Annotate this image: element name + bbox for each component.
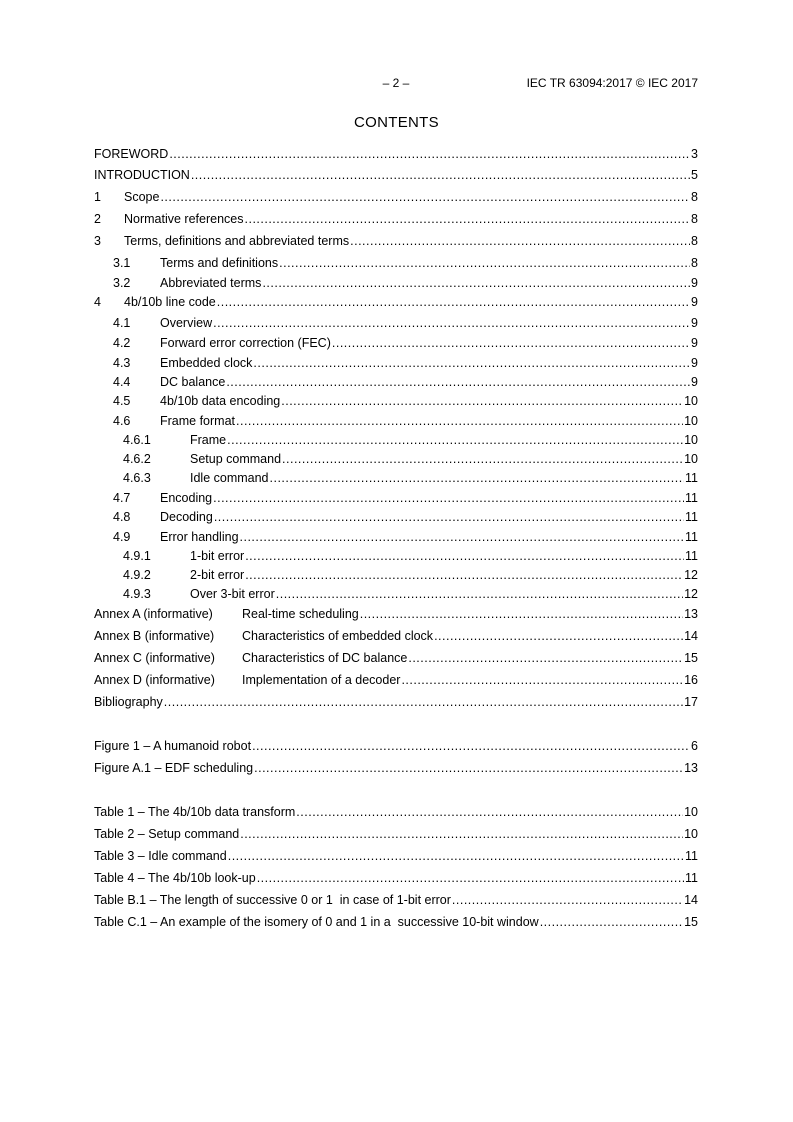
toc-entry-normative-references[interactable] — [94, 211, 698, 227]
toc-entry-annex-b[interactable] — [94, 628, 698, 644]
table-label: Table 3 – Idle command — [94, 849, 227, 863]
toc-label: Bibliography — [94, 695, 163, 709]
toc-label: 4b/10b data encoding — [160, 394, 281, 408]
table-label: Table 4 – The 4b/10b look-up — [94, 871, 256, 885]
toc-label: Frame format — [160, 414, 236, 428]
toc-label: Decoding — [160, 510, 213, 524]
table-entry-4[interactable] — [94, 870, 698, 886]
toc-page: 8 — [691, 212, 698, 226]
figure-entry-a1[interactable] — [94, 760, 698, 776]
toc-label: 2-bit error — [190, 568, 245, 582]
toc-entry-foreword[interactable] — [94, 146, 698, 162]
toc-label: Terms and definitions — [160, 256, 279, 270]
figure-label: Figure A.1 – EDF scheduling — [94, 761, 254, 775]
toc-number: Annex C (informative) — [94, 651, 215, 665]
toc-page: 9 — [691, 295, 698, 309]
toc-entry-1bit-error[interactable] — [123, 548, 698, 564]
toc-label: Frame — [190, 433, 227, 447]
toc-number: 1 — [94, 190, 101, 204]
toc-entry-encoding[interactable] — [113, 490, 698, 506]
toc-entry-terms[interactable] — [94, 233, 698, 249]
toc-page: 14 — [684, 629, 698, 643]
toc-entry-line-code[interactable] — [94, 294, 698, 310]
toc-label: Characteristics of embedded clock — [242, 629, 434, 643]
toc-page: 8 — [691, 190, 698, 204]
toc-page: 8 — [691, 256, 698, 270]
toc-page: 13 — [684, 607, 698, 621]
toc-entry-setup-command[interactable] — [123, 451, 698, 467]
toc-page: 10 — [684, 414, 698, 428]
toc-entry-annex-d[interactable] — [94, 672, 698, 688]
toc-number: 4.6.3 — [123, 471, 151, 485]
toc-number: Annex D (informative) — [94, 673, 215, 687]
toc-number: 4.7 — [113, 491, 131, 505]
toc-page: 10 — [684, 394, 698, 408]
toc-label: Over 3-bit error — [190, 587, 275, 601]
toc-entry-embedded-clock[interactable] — [113, 355, 698, 371]
toc-number: 4.6 — [113, 414, 131, 428]
toc-number: 4.1 — [113, 316, 131, 330]
toc-entry-frame[interactable] — [123, 432, 698, 448]
table-label: Table B.1 – The length of successive 0 or 1 in case of 1-bit error — [94, 893, 451, 907]
toc-label: Real-time scheduling — [242, 607, 359, 621]
toc-page: 17 — [684, 695, 698, 709]
toc-page: 11 — [685, 549, 698, 563]
table-label: Table 2 – Setup command — [94, 827, 240, 841]
toc-label: Encoding — [160, 491, 213, 505]
toc-number: 3.2 — [113, 276, 131, 290]
toc-number: 4.6.2 — [123, 452, 151, 466]
table-entry-c1[interactable] — [94, 914, 698, 930]
table-entry-3[interactable] — [94, 848, 698, 864]
toc-page: 8 — [691, 234, 698, 248]
toc-entry-2bit-error[interactable] — [123, 567, 698, 583]
toc-entry-data-encoding[interactable] — [113, 393, 698, 409]
table-entry-2[interactable] — [94, 826, 698, 842]
table-entry-b1[interactable] — [94, 892, 698, 908]
toc-entry-frame-format[interactable] — [113, 413, 698, 429]
toc-label: INTRODUCTION — [94, 168, 190, 182]
toc-number: 4.9.2 — [123, 568, 151, 582]
toc-number: 4.2 — [113, 336, 131, 350]
toc-page: 9 — [691, 356, 698, 370]
table-page: 11 — [685, 871, 698, 885]
toc-page: 3 — [691, 147, 698, 161]
toc-page: 9 — [691, 375, 698, 389]
toc-entry-annex-c[interactable] — [94, 650, 698, 666]
toc-label: Idle command — [190, 471, 269, 485]
toc-page: 9 — [691, 316, 698, 330]
toc-entry-fec[interactable] — [113, 335, 698, 351]
toc-label: Forward error correction (FEC) — [160, 336, 331, 350]
page-header — [0, 76, 793, 92]
page-number: – 2 – — [382, 76, 410, 90]
figure-page: 13 — [684, 761, 698, 775]
toc-entry-idle-command[interactable] — [123, 470, 698, 486]
table-page: 10 — [684, 805, 698, 819]
toc-label: FOREWORD — [94, 147, 169, 161]
toc-page: 15 — [684, 651, 698, 665]
toc-label: Embedded clock — [160, 356, 253, 370]
toc-number: Annex B (informative) — [94, 629, 215, 643]
toc-page: 12 — [684, 568, 698, 582]
figure-entry-1[interactable] — [94, 738, 698, 754]
toc-number: 4.9.1 — [123, 549, 151, 563]
toc-label: Error handling — [160, 530, 239, 544]
toc-page: 10 — [684, 433, 698, 447]
toc-entry-terms-definitions[interactable] — [113, 255, 698, 271]
toc-page: 11 — [685, 510, 698, 524]
toc-number: 4.4 — [113, 375, 131, 389]
table-page: 11 — [685, 849, 698, 863]
figure-page: 6 — [691, 739, 698, 753]
table-page: 15 — [684, 915, 698, 929]
page-title: CONTENTS — [354, 114, 439, 131]
toc-entry-error-handling[interactable] — [113, 529, 698, 545]
toc-entry-introduction[interactable] — [94, 167, 698, 183]
toc-number: Annex A (informative) — [94, 607, 213, 621]
toc-number: 4.3 — [113, 356, 131, 370]
toc-label: Normative references — [124, 212, 244, 226]
toc-entry-decoding[interactable] — [113, 509, 698, 525]
toc-label: 1-bit error — [190, 549, 245, 563]
toc-page: 9 — [691, 336, 698, 350]
toc-entry-abbreviated-terms[interactable] — [113, 275, 698, 291]
toc-label: Setup command — [190, 452, 282, 466]
toc-label: Abbreviated terms — [160, 276, 262, 290]
toc-label: DC balance — [160, 375, 226, 389]
toc-number: 4 — [94, 295, 101, 309]
table-page: 14 — [684, 893, 698, 907]
toc-entry-bibliography[interactable] — [94, 694, 698, 710]
toc-label: Scope — [124, 190, 160, 204]
toc-page: 10 — [684, 452, 698, 466]
toc-label: 4b/10b line code — [124, 295, 216, 309]
toc-entry-dc-balance[interactable] — [113, 374, 698, 390]
toc-number: 4.5 — [113, 394, 131, 408]
table-label: Table 1 – The 4b/10b data transform — [94, 805, 296, 819]
toc-number: 3.1 — [113, 256, 131, 270]
toc-entry-over-3bit-error[interactable] — [123, 586, 698, 602]
toc-number: 3 — [94, 234, 101, 248]
toc-label: Characteristics of DC balance — [242, 651, 408, 665]
toc-number: 4.9 — [113, 530, 131, 544]
table-page: 10 — [684, 827, 698, 841]
toc-page: 12 — [684, 587, 698, 601]
table-label: Table C.1 – An example of the isomery of 0 and 1 in a successive 10-bit window — [94, 915, 539, 929]
toc-entry-overview[interactable] — [113, 315, 698, 331]
toc-label: Terms, definitions and abbreviated terms — [124, 234, 350, 248]
toc-label: Overview — [160, 316, 213, 330]
figure-label: Figure 1 – A humanoid robot — [94, 739, 252, 753]
toc-entry-scope[interactable] — [94, 189, 698, 205]
toc-number: 4.6.1 — [123, 433, 151, 447]
toc-page: 11 — [685, 471, 698, 485]
toc-number: 2 — [94, 212, 101, 226]
toc-page: 5 — [691, 168, 698, 182]
toc-page: 11 — [685, 530, 698, 544]
toc-label: Implementation of a decoder — [242, 673, 401, 687]
toc-page: 16 — [684, 673, 698, 687]
toc-number: 4.8 — [113, 510, 131, 524]
toc-entry-annex-a[interactable] — [94, 606, 698, 622]
document-id: IEC TR 63094:2017 © IEC 2017 — [526, 76, 698, 90]
toc-number: 4.9.3 — [123, 587, 151, 601]
toc-page: 9 — [691, 276, 698, 290]
table-entry-1[interactable] — [94, 804, 698, 820]
toc-page: 11 — [685, 491, 698, 505]
